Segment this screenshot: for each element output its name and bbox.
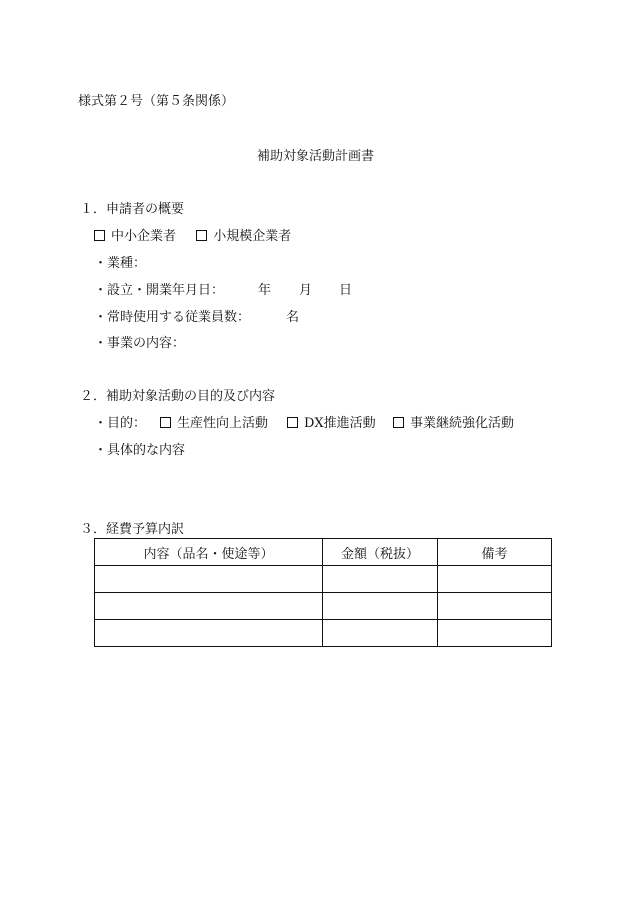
purpose-label: ・目的：: [94, 416, 147, 431]
table-cell[interactable]: [323, 566, 438, 593]
employees-label: ・常時使用する従業員数：: [94, 310, 251, 325]
industry-label: ・業種：: [94, 256, 147, 271]
section2-heading: ２．補助対象活動の目的及び内容: [80, 389, 276, 404]
table-cell[interactable]: [438, 566, 552, 593]
dx-label: DX推進活動: [304, 416, 376, 431]
table-row: [95, 593, 552, 620]
continuity-checkbox[interactable]: [393, 417, 404, 428]
column-header-content: 内容（品名・使途等）: [95, 539, 323, 566]
section3-heading: ３．経費予算内訳: [80, 522, 185, 537]
section1-heading: １．申請者の概要: [80, 202, 185, 217]
purpose-option-productivity: [160, 416, 268, 432]
column-header-remarks: 備考: [438, 539, 552, 566]
table-cell[interactable]: [95, 620, 323, 647]
purpose-option-dx: [287, 416, 376, 432]
table-cell[interactable]: [95, 566, 323, 593]
business-label: ・事業の内容：: [94, 336, 186, 351]
purpose-option-continuity: [393, 416, 514, 432]
small-business-label: 小規模企業者: [213, 229, 292, 244]
small-business-checkbox[interactable]: [196, 230, 207, 241]
sme-label: 中小企業者: [111, 229, 177, 244]
table-cell[interactable]: [438, 593, 552, 620]
column-header-amount: 金額（税抜）: [323, 539, 438, 566]
table-row: [95, 566, 552, 593]
details-label: ・具体的な内容: [94, 443, 186, 458]
document-title: 補助対象活動計画書: [257, 149, 375, 164]
month-label: 月: [299, 283, 313, 298]
table-row: [95, 620, 552, 647]
productivity-label: 生産性向上活動: [177, 416, 269, 431]
company-type-row: [94, 229, 291, 245]
continuity-label: 事業継続強化活動: [410, 416, 515, 431]
budget-table: [94, 538, 552, 647]
employees-unit: 名: [286, 310, 300, 325]
table-cell[interactable]: [323, 620, 438, 647]
table-cell[interactable]: [438, 620, 552, 647]
founded-label: ・設立・開業年月日：: [94, 283, 225, 298]
productivity-checkbox[interactable]: [160, 417, 171, 428]
year-label: 年: [258, 283, 272, 298]
table-cell[interactable]: [95, 593, 323, 620]
dx-checkbox[interactable]: [287, 417, 298, 428]
day-label: 日: [339, 283, 353, 298]
table-cell[interactable]: [323, 593, 438, 620]
sme-checkbox[interactable]: [94, 230, 105, 241]
table-header-row: [95, 539, 552, 566]
form-number: 様式第２号（第５条関係）: [78, 94, 235, 109]
